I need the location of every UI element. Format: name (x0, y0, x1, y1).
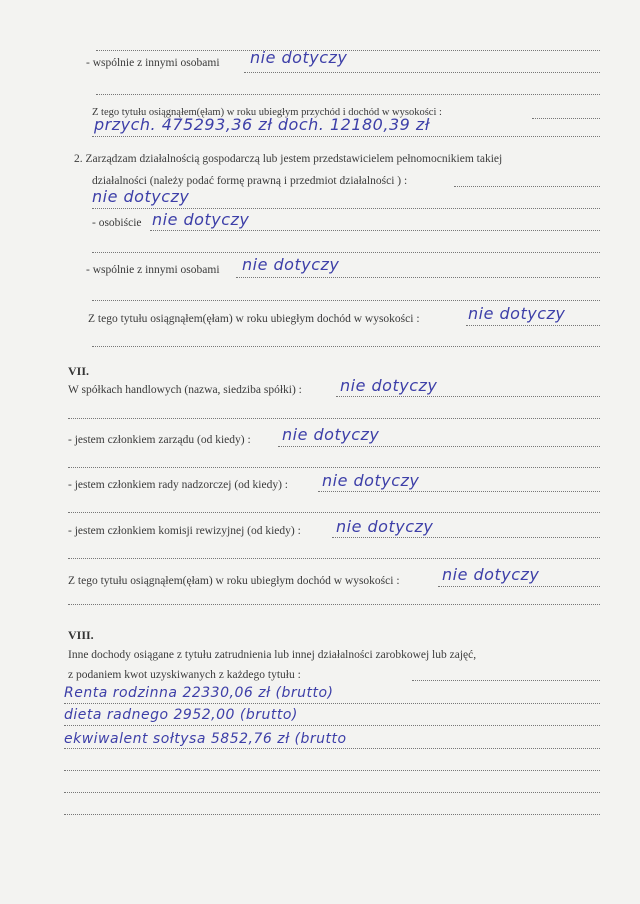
supervisory-label: - jestem członkiem rady nadzorczej (od kiedy) : (68, 479, 289, 491)
dotted-line (336, 396, 600, 397)
jointly-label: - wspólnie z innymi osobami (86, 57, 220, 69)
income-entry-3: ekwiwalent sołtysa 5852,76 zł (brutto (64, 731, 347, 747)
item2-handwritten-answer: nie dotyczy (92, 187, 190, 206)
item2-income-handwritten-value: nie dotyczy (468, 304, 566, 323)
dotted-line (64, 703, 600, 704)
dotted-line (92, 300, 600, 301)
income-label: Z tego tytułu osiągnąłem(ęłam) w roku ubiegłym przychód i dochód w wysokości : (92, 107, 442, 118)
section-vii-income-label: Z tego tytułu osiągnąłem(ęłam) w roku ubiegłym dochód w wysokości : (68, 575, 400, 587)
dotted-line (278, 446, 600, 447)
companies-handwritten-value: nie dotyczy (340, 376, 438, 395)
dotted-line (64, 770, 600, 771)
jointly-handwritten-value: nie dotyczy (250, 48, 348, 67)
dotted-line (92, 136, 600, 137)
board-label: - jestem członkiem zarządu (od kiedy) : (68, 434, 251, 446)
dotted-line (466, 325, 600, 326)
dotted-line (318, 491, 600, 492)
dotted-line (92, 252, 600, 253)
dotted-line (454, 186, 600, 187)
income-handwritten-value: przych. 475293,36 zł doch. 12180,39 zł (94, 115, 430, 134)
companies-label: W spółkach handlowych (nazwa, siedziba spółki) : (68, 384, 302, 396)
section-viii-text-line2: z podaniem kwot uzyskiwanych z każdego tytułu : (68, 669, 301, 681)
dotted-line (236, 277, 600, 278)
dotted-line (332, 537, 600, 538)
personally-handwritten-value: nie dotyczy (152, 210, 250, 229)
section-vii-income-handwritten-value: nie dotyczy (442, 565, 540, 584)
board-handwritten-value: nie dotyczy (282, 425, 380, 444)
personally-label: - osobiście (92, 217, 142, 229)
dotted-line (92, 346, 600, 347)
item2-jointly-label: - wspólnie z innymi osobami (86, 264, 220, 276)
dotted-line (64, 748, 600, 749)
supervisory-handwritten-value: nie dotyczy (322, 471, 420, 490)
audit-label: - jestem członkiem komisji rewizyjnej (od kiedy) : (68, 525, 301, 537)
dotted-line (68, 604, 600, 605)
dotted-line (532, 118, 600, 119)
dotted-line (68, 467, 600, 468)
dotted-line (64, 792, 600, 793)
section-viii-text-line1: Inne dochody osiągane z tytułu zatrudnienia lub innej działalności zarobkowej lub zajęć, (68, 649, 477, 661)
item2-text-line1: 2. Zarządzam działalnością gospodarczą lub jestem przedstawicielem pełnomocnikiem takiej (74, 153, 503, 165)
dotted-line (412, 680, 600, 681)
section-vii-heading: VII. (68, 364, 90, 378)
income-entry-2: dieta radnego 2952,00 (brutto) (64, 707, 298, 723)
dotted-line (438, 586, 600, 587)
dotted-line (64, 814, 600, 815)
dotted-line (68, 418, 600, 419)
item2-jointly-handwritten-value: nie dotyczy (242, 255, 340, 274)
section-viii-heading: VIII. (68, 628, 94, 642)
income-entry-1: Renta rodzinna 22330,06 zł (brutto) (64, 685, 334, 701)
dotted-line (92, 208, 600, 209)
dotted-line (68, 512, 600, 513)
audit-handwritten-value: nie dotyczy (336, 517, 434, 536)
dotted-line (68, 558, 600, 559)
dotted-line (96, 94, 600, 95)
item2-text-line2: działalności (należy podać formę prawną i przedmiot działalności ) : (92, 175, 408, 187)
dotted-line (244, 72, 600, 73)
dotted-line (64, 725, 600, 726)
dotted-line (96, 50, 600, 51)
dotted-line (150, 230, 600, 231)
item2-income-label: Z tego tytułu osiągnąłem(ęłam) w roku ubiegłym dochód w wysokości : (88, 313, 420, 325)
